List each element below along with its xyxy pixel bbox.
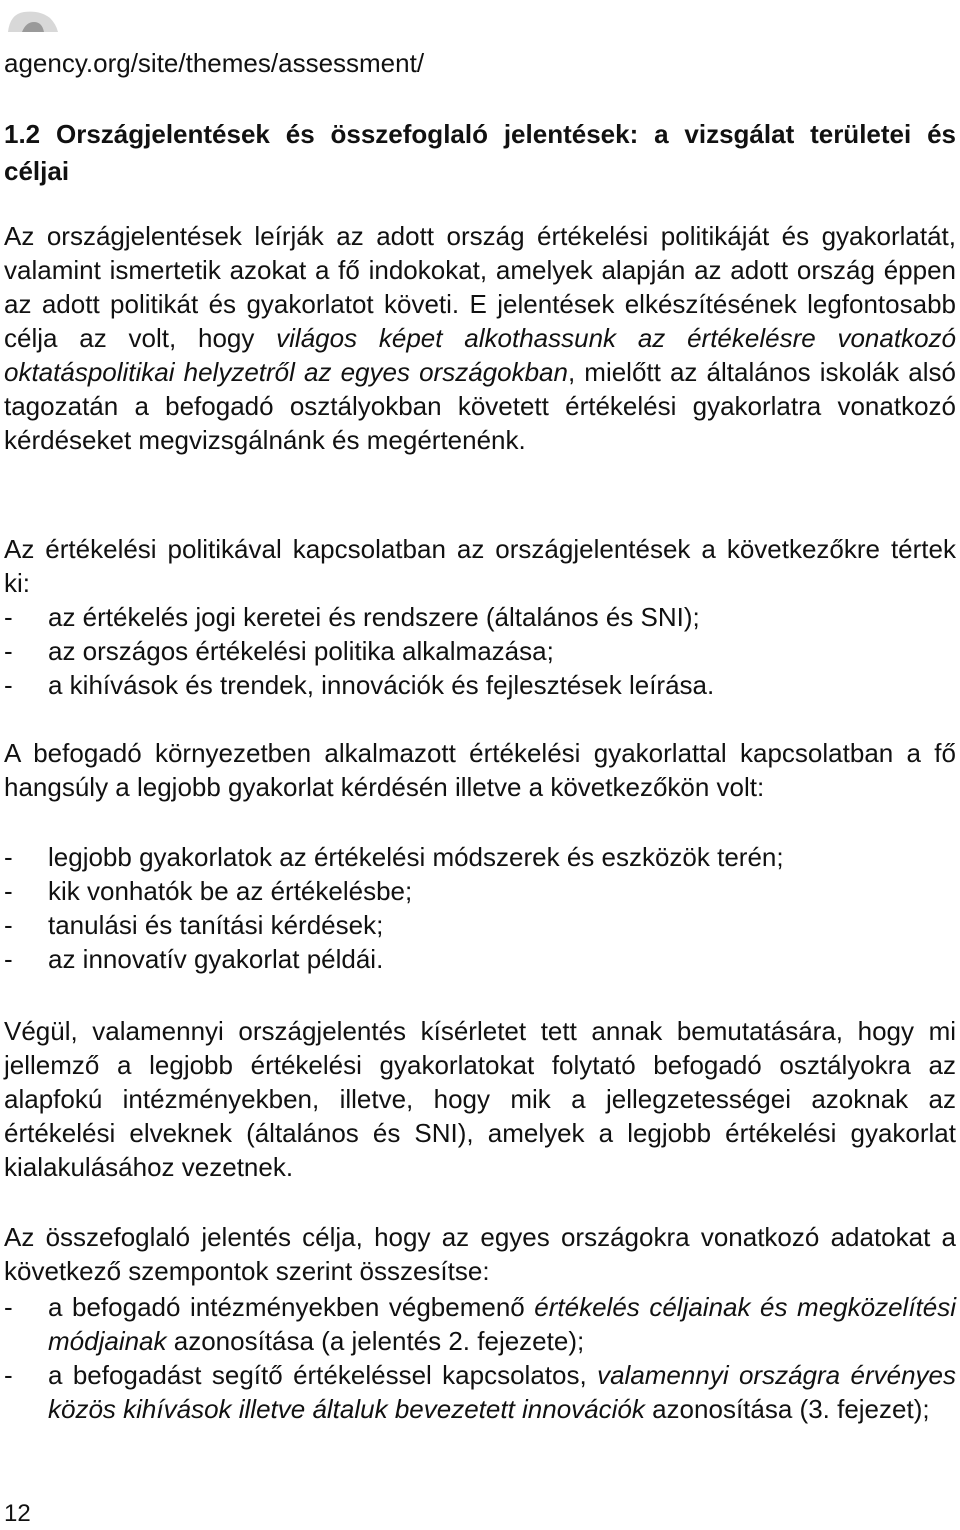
policy-topics-list [4,600,956,702]
paragraph-text: Az országjelentések leírják az adott ország értékelési politikáját és gyakorlatát, valamint ismertetik azokat a fő indokokat, amelyek alapján az adott ország éppen az adott politikát és gyakorlatot követi. E jelentések elkészítésének legfontosabb célja az volt, hogy [4,221,956,353]
section-title: 1.2 Országjelentések és összefoglaló jelentések: a vizsgálat területei és céljai [4,119,956,186]
agency-logo-icon [0,0,64,32]
list-item: - a befogadást segítő értékeléssel kapcsolatos, valamennyi országra érvényes közös kihívások illetve általuk bevezetett innovációk azonosítása (3. fejezet); [4,1360,956,1424]
summary-topics-list [4,1290,956,1426]
list-marker: - [4,1292,13,1322]
list-marker: - [4,670,13,700]
list-item: - tanulási és tanítási kérdések; [4,910,384,940]
paragraph-policy-intro: Az értékelési politikával kapcsolatban az országjelentések a következőkre tértek ki: [4,534,956,598]
list-item: - az innovatív gyakorlat példái. [4,944,384,974]
paragraph-italic-text: világos képet alkothassunk az értékelésre vonatkozó oktatáspolitikai helyzetről az egyes országokban [4,323,956,387]
list-marker: - [4,944,13,974]
paragraph-text: , mielőtt az általános iskolák alsó tagozatán a befogadó osztályokban követett értékelési gyakorlatra vonatkozó kérdéseket megvizsgálnánk és megértenénk. [4,357,956,455]
list-item: - legjobb gyakorlatok az értékelési módszerek és eszközök terén; [4,842,784,872]
practice-topics-list [4,840,956,976]
source-url: agency.org/site/themes/assessment/ [4,48,425,78]
list-item: - kik vonhatók be az értékelésbe; [4,876,413,906]
paragraph-summary-intro: Az összefoglaló jelentés célja, hogy az egyes országokra vonatkozó adatokat a következő szempontok szerint összesítse: [4,1222,956,1286]
paragraph-practice-intro: A befogadó környezetben alkalmazott értékelési gyakorlattal kapcsolatban a fő hangsúly a legjobb gyakorlat kérdésén illetve a következőkön volt: [4,738,956,802]
list-item: - a kihívások és trendek, innovációk és fejlesztések leírása. [4,670,715,700]
list-marker: - [4,842,13,872]
paragraph-country-reports [4,219,956,457]
paragraph-best-practice: Végül, valamennyi országjelentés kísérletet tett annak bemutatására, hogy mi jellemző a legjobb értékelési gyakorlatokat folytató befogadó osztályokra az alapfokú intézményekben, illetve, hogy mik a jellegzetességei azoknak az értékelési elveknek (általános és SNI), amelyek a legjobb értékelési gyakorlat kialakulásához vezetnek. [4,1016,956,1182]
list-marker: - [4,636,13,666]
list-marker: - [4,910,13,940]
page-number: 12 [4,1500,31,1527]
list-item: - az értékelés jogi keretei és rendszere (általános és SNI); [4,602,700,632]
list-marker: - [4,602,13,632]
list-item: - az országos értékelési politika alkalmazása; [4,636,554,666]
list-marker: - [4,1360,13,1390]
list-item: - a befogadó intézményekben végbemenő értékelés céljainak és megközelítési módjainak azonosítása (a jelentés 2. fejezete); [4,1292,957,1356]
list-marker: - [4,876,13,906]
